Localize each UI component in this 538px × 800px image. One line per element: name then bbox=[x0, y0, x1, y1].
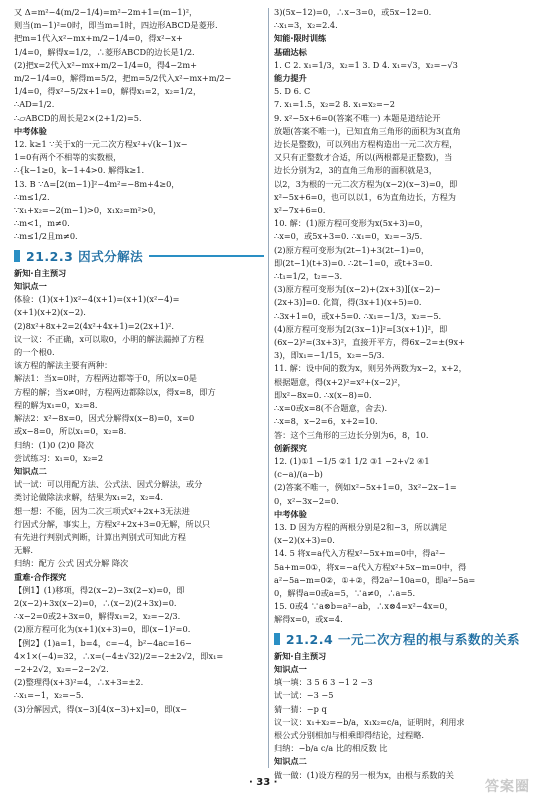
text-line: 猜一猜：−p q bbox=[274, 703, 327, 714]
text-line: ∴▱ABCD的周长是2×(2+1/2)=5. bbox=[14, 112, 142, 123]
subheading: 中考体验 bbox=[274, 508, 307, 519]
text-line: ∴x−2=0或2+3x=0，解得x₁=2，x₂=−2/3. bbox=[14, 611, 181, 622]
text-line: ∴AD=1/2. bbox=[14, 99, 55, 110]
subheading: 知识点一 bbox=[14, 281, 47, 292]
text-line: (6x−2)²=(3x+3)²，直接开平方，得6x−2=±(9x+ bbox=[274, 337, 465, 348]
text-line: 答：这个三角形的三边长分别为6，8，10. bbox=[274, 429, 429, 440]
text-line: 程的解为x₁=0，x₂=8. bbox=[14, 399, 98, 410]
text-line: 则当(m−1)²=0时，即当m=1时，四边形ABCD是菱形. bbox=[14, 20, 218, 31]
text-line: 边长是整数)，可以列出方程构造出一元二次方程， bbox=[274, 139, 458, 150]
text-line: ∵x₁+x₂=−2(m−1)>0，x₁x₂=m²>0， bbox=[14, 205, 162, 216]
text-line: (2)原方程可变形为(2t−1)+3(2t−1)=0， bbox=[274, 244, 430, 255]
text-line: ∴m≤1/2. bbox=[14, 191, 50, 202]
left-block-2 bbox=[14, 267, 264, 716]
text-line: 13. D 因为方程的两根分别是2和−3，所以满足 bbox=[274, 521, 448, 532]
text-line: (2)8x²+8x+2=2(4x²+4x+1)=2(2x+1)². bbox=[14, 320, 175, 331]
text-line: 解法1：当x=0时，方程两边都等于0，所以x=0是 bbox=[14, 373, 197, 384]
text-line: 填一填：3 5 6 3 −1 2 −3 bbox=[274, 677, 373, 688]
text-line: 12. k≥1 ∵关于x的一元二次方程x²+√(k−1)x− bbox=[14, 139, 188, 150]
text-line: 体验：(1)(x+1)x²−4(x+1)=(x+1)(x²−4)= bbox=[14, 294, 180, 305]
section-marker bbox=[274, 633, 280, 645]
text-line: ∴x=0，或5x+3=0. ∴x₁=0，x₂=−3/5. bbox=[274, 231, 423, 242]
section-rule bbox=[149, 255, 264, 257]
text-line: 归纳：配方 公式 因式分解 降次 bbox=[14, 558, 129, 569]
text-line: 解得x=0，或x=4. bbox=[274, 614, 343, 625]
text-line: 有先进行判别式判断，计算出判别式可知此方程 bbox=[14, 531, 186, 542]
text-line: 解法2：x²−8x=0，因式分解得x(x−8)=0，x=0 bbox=[14, 413, 195, 424]
text-line: 无解. bbox=[14, 545, 33, 556]
text-line: 3)(5x−12)=0，∴x−3=0，或5x−12=0. bbox=[274, 7, 432, 17]
text-line: 议一议：x₁+x₂=−b/a，x₁x₂=c/a，证明时，利用求 bbox=[274, 716, 465, 727]
text-line: 边长分别为2，3的直角三角形的面积就是3， bbox=[274, 165, 438, 176]
text-line: 放题(答案不唯一)，已知直角三角形的面积为3(直角 bbox=[274, 125, 461, 136]
subheading: 新知·自主预习 bbox=[14, 267, 67, 278]
left-column bbox=[14, 6, 264, 716]
text-line: 5a+m=0①，将x=−a代入方程x²+5x−m=0中，得 bbox=[274, 561, 467, 572]
text-line: (x−2)(x+3)=0. bbox=[274, 535, 335, 546]
text-line: 0，x²−3x−2=0. bbox=[274, 495, 339, 506]
text-line: ∴x₁=−1，x₂=−5. bbox=[14, 690, 84, 701]
subheading: 新知·自主预习 bbox=[274, 650, 327, 661]
text-line: 14. 5 将x=a代入方程x²−5x+m=0中，得a²− bbox=[274, 548, 446, 559]
subheading: 知能·限时训练 bbox=[274, 33, 327, 44]
text-line: 3)，即x₁=−1/15，x₂=−5/3. bbox=[274, 350, 385, 361]
text-line: 又只有正整数才合适，所以(两根都是正整数)，当 bbox=[274, 152, 453, 163]
text-line: x²−7x+6=0. bbox=[274, 205, 326, 216]
text-line: ∴3x+1=0，或x+5=0. ∴x₁=−1/3，x₂=−5. bbox=[274, 310, 442, 321]
text-line: 13. B ∵Δ=[2(m−1)]²−4m²=−8m+4≥0， bbox=[14, 178, 180, 189]
text-line: 1/4=0，解得x=1/2，∴菱形ABCD的边长是1/2. bbox=[14, 46, 195, 57]
text-line: 【例1】(1)移项，得2(x−2)−3x(2−x)=0，即 bbox=[14, 584, 185, 595]
text-line: 7. x₁=1.5，x₂=2 8. x₁=x₂=−2 bbox=[274, 99, 395, 110]
text-line: (4)原方程可变形为[2(3x−1)]²=[3(x+1)]²，即 bbox=[274, 323, 448, 334]
text-line: 或x−8=0，所以x₁=0，x₂=8. bbox=[14, 426, 127, 437]
text-line: (x+1)(x+2)(x−2). bbox=[14, 307, 86, 318]
section-marker bbox=[14, 250, 20, 262]
text-line: (2x+3)]=0. 化简，得(3x+1)(x+5)=0. bbox=[274, 297, 422, 308]
text-line: 想一想：不能，因为二次三项式x²+2x+3无法进 bbox=[14, 505, 190, 516]
text-line: ∴m≤1/2且m≠0. bbox=[14, 231, 78, 242]
text-line: 即x²−8x=0. ∴x(x−8)=0. bbox=[274, 389, 372, 400]
text-line: 类讨论做除法求解，结果为x₁=2，x₂=4. bbox=[14, 492, 163, 503]
subheading: 知识点二 bbox=[14, 465, 47, 476]
text-line: ∴x=8，x−2=6，x+2=10. bbox=[274, 416, 378, 427]
text-line: (3)分解因式，得(x−3)[4(x−3)+x]=0，即(x− bbox=[14, 703, 188, 714]
text-line: 1. C 2. x₁=1/3，x₂=1 3. D 4. x₁=√3，x₂=−√3 bbox=[274, 59, 458, 70]
text-line: 把m=1代入x²−mx+m/2−1/4=0，得x²−x+ bbox=[14, 33, 183, 44]
right-column bbox=[274, 6, 526, 782]
text-line: 尝试练习：x₁=0，x₂=2 bbox=[14, 452, 104, 463]
left-block-1 bbox=[14, 6, 264, 244]
text-line: 行因式分解，事实上，方程x²+2x+3=0无解，所以只 bbox=[14, 518, 211, 529]
text-line: 归纳：(1)0 (2)0 降次 bbox=[14, 439, 94, 450]
text-line: 1/4=0，得x²−5/2x+1=0，解得x₁=2，x₂=1/2， bbox=[14, 86, 202, 97]
text-line: 根公式分别相加与相乘即得结论，过程略. bbox=[274, 729, 424, 740]
text-line: 【例2】(1)a=1，b=4，c=−4，b²−4ac=16− bbox=[14, 637, 192, 648]
subheading: 创新探究 bbox=[274, 442, 307, 453]
text-line: (2)把x=2代入x²−mx+m/2−1/4=0，得4−2m+ bbox=[14, 59, 197, 70]
text-line: 的一个根0. bbox=[14, 347, 55, 358]
section-heading-root-coefficient bbox=[274, 633, 526, 646]
section-title-factorization: 21.2.3 因式分解法 bbox=[26, 248, 144, 264]
text-line: 归纳：−b/a c/a 比的相反数 比 bbox=[274, 743, 388, 754]
text-line: a²−5a−m=0②，①+②，得2a²−10a=0，即a²−5a= bbox=[274, 574, 476, 585]
subheading: 知识点二 bbox=[274, 756, 307, 767]
text-line: 试一试：−3 −5 bbox=[274, 690, 334, 701]
text-line: 1=0有两个不相等的实数根， bbox=[14, 152, 122, 163]
subheading: 中考体验 bbox=[14, 125, 47, 136]
text-line: ∴t₁=1/2，t₂=−3. bbox=[274, 271, 343, 282]
text-line: 做一做：(1)设方程的另一根为x，由根与系数的关 bbox=[274, 769, 454, 780]
text-line: 方程的解；当x≠0时，方程两边都除以x，得x=8，即方 bbox=[14, 386, 216, 397]
page-number: · 33 · bbox=[249, 777, 278, 788]
text-line: ∴x=0或x=8(不合题意，舍去). bbox=[274, 403, 388, 414]
column-divider bbox=[268, 8, 269, 768]
subheading: 能力提升 bbox=[274, 73, 307, 84]
text-line: 0，解得a=0或a=5，∵a≠0，∴a=5. bbox=[274, 587, 416, 598]
text-line: −2+2√2，x₂=−2−2√2. bbox=[14, 663, 109, 674]
text-line: 议一议：不正确，x可以取0，小明的解法漏掉了方程 bbox=[14, 333, 204, 344]
subheading: 基础达标 bbox=[274, 46, 307, 57]
text-line: (c−a)/(a−b) bbox=[274, 469, 323, 480]
text-line: 又 Δ=m²−4(m/2−1/4)=m²−2m+1=(m−1)²， bbox=[14, 7, 198, 17]
text-line: 9. x²−5x+6=0(答案不唯一) 本题是道结论开 bbox=[274, 112, 441, 123]
text-line: 11. 解：设中间的数为x，则另外两数为x−2，x+2， bbox=[274, 363, 467, 374]
text-line: (2)原方程可化为(x+1)(x+3)=0，即(x−1)²=0. bbox=[14, 624, 191, 635]
text-line: m/2−1/4=0，解得m=5/2，把m=5/2代入x²−mx+m/2− bbox=[14, 73, 232, 84]
text-line: 5. D 6. C bbox=[274, 86, 311, 97]
section-title-root-coefficient: 21.2.4 一元二次方程的根与系数的关系 bbox=[285, 631, 520, 647]
text-line: 根据题意，得(x+2)²=x²+(x−2)²， bbox=[274, 376, 406, 387]
subheading: 重难·合作探究 bbox=[14, 571, 67, 582]
text-line: 2(x−2)+3x(x−2)=0，∴(x−2)(2+3x)=0. bbox=[14, 597, 177, 608]
text-line: ∴m<1，m≠0. bbox=[14, 218, 70, 229]
text-line: 4×1×(−4)=32，∴x=(−4±√32)/2=−2±2√2，即x₁= bbox=[14, 650, 224, 661]
text-line: 以2，3为根的一元二次方程为(x−2)(x−3)=0，即 bbox=[274, 178, 458, 189]
text-line: ∴{k−1≥0，k−1+4>0. 解得k≥1. bbox=[14, 165, 145, 176]
text-line: 15. 0或4 ∵a⊗b=a²−ab，∴x⊗4=x²−4x=0， bbox=[274, 601, 453, 612]
text-line: ∴x₁=3，x₂=2.4. bbox=[274, 20, 338, 31]
text-line: (3)原方程可变形为[(x−2)+(2x+3)][(x−2)− bbox=[274, 284, 441, 295]
right-block-2 bbox=[274, 650, 526, 782]
subheading: 知识点一 bbox=[274, 663, 307, 674]
section-heading-factorization bbox=[14, 250, 264, 263]
text-line: (2)整理得(x+3)²=4，∴x+3=±2. bbox=[14, 677, 144, 688]
text-line: 10. 解：(1)原方程可变形为x(5x+3)=0， bbox=[274, 218, 429, 229]
text-line: x²−5x+6=0，也可以以1，6为直角边长，方程为 bbox=[274, 191, 456, 202]
text-line: 即(2t−1)(t+3)=0. ∴2t−1=0，或t+3=0. bbox=[274, 257, 433, 268]
text-line: 该方程的解法主要有两种： bbox=[14, 360, 113, 371]
text-line: 试一试：可以用配方法、公式法、因式分解法，或分 bbox=[14, 479, 203, 490]
watermark-logo: 答案圈 bbox=[485, 779, 530, 795]
right-block-1 bbox=[274, 6, 526, 627]
text-line: (2)答案不唯一，例如x²−5x+1=0，3x²−2x−1= bbox=[274, 482, 457, 493]
text-line: 12. (1)①1 −1/5 ②1 1/2 ③1 −2+√2 ④1 bbox=[274, 455, 430, 466]
